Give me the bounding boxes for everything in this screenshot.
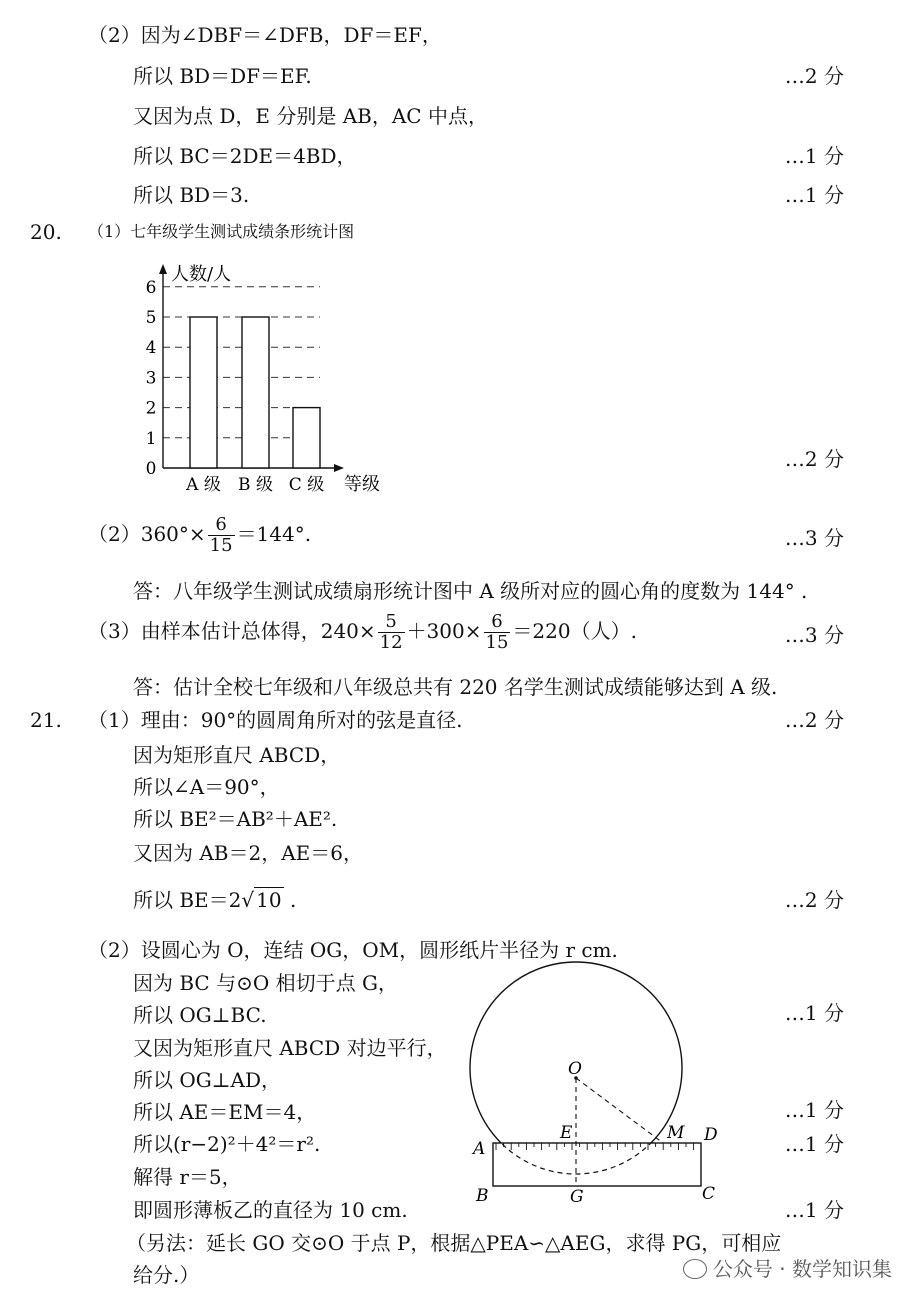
q20-part3-post: ＝220（人）. <box>512 619 637 643</box>
bar-3 <box>293 408 320 468</box>
q21-part2-score-9: …1 分 <box>784 1198 844 1222</box>
q19-line-1: （2）因为∠DBF＝∠DFB，DF＝EF， <box>88 23 442 47</box>
q20-score-1: …2 分 <box>784 447 844 471</box>
q21-part2-line-5: 所以 OG⊥AD， <box>133 1068 282 1092</box>
y-tick-label-0: 0 <box>145 459 157 479</box>
label-o: O <box>568 1059 582 1079</box>
q20-part2-frac-den: 15 <box>209 535 233 556</box>
q20-part2-post: ＝144°. <box>236 522 312 546</box>
q21-line-6-pre: 所以 BE＝2 <box>133 888 242 912</box>
q20-part3-fraction-2 <box>484 612 511 653</box>
category-label-1: A 级 <box>186 475 221 495</box>
q21-part2-line-2: 因为 BC 与⊙O 相切于点 G， <box>133 971 398 995</box>
q19-line-3: 又因为点 D，E 分别是 AB，AC 中点， <box>133 104 488 128</box>
label-c: C <box>702 1184 716 1204</box>
q21-part2-line-6: 所以 AE＝EM＝4， <box>133 1100 317 1124</box>
q21-part2-line-7: 所以(r−2)²＋4²＝r². <box>133 1132 321 1156</box>
y-axis-arrow <box>159 264 167 274</box>
q19-line-5: 所以 BD＝3. <box>133 183 250 207</box>
q20-part2-frac-num: 6 <box>208 515 235 536</box>
q21-line-4: 所以 BE²＝AB²＋AE². <box>133 807 338 831</box>
q21-line-1: （1）理由：90°的圆周角所对的弦是直径. <box>88 708 463 732</box>
q19-score-5: …1 分 <box>784 183 844 207</box>
sqrt-sign: √ <box>241 888 255 912</box>
category-label-2: B 级 <box>238 475 273 495</box>
q21-line-2: 因为矩形直尺 ABCD， <box>133 743 341 767</box>
q21-line-3: 所以∠A＝90°， <box>133 775 280 799</box>
circle-ruler-figure <box>460 960 730 1205</box>
q21-part2-line-4: 又因为矩形直尺 ABCD 对边平行， <box>133 1036 447 1060</box>
q21-score-6: …2 分 <box>784 888 844 912</box>
label-b: B <box>476 1186 489 1205</box>
q21-number: 21. <box>30 708 62 732</box>
label-d: D <box>704 1125 718 1145</box>
wechat-icon <box>683 1259 707 1279</box>
q21-score-1: …2 分 <box>784 708 844 732</box>
q19-line-4: 所以 BC＝2DE＝4BD， <box>133 144 357 168</box>
q21-part2-line-1: （2）设圆心为 O，连结 OG，OM，圆形纸片半径为 r cm. <box>88 938 618 962</box>
q20-part2-pre: （2）360°× <box>88 522 206 546</box>
y-tick-label-4: 4 <box>145 338 157 359</box>
ruler-ticks <box>496 1143 694 1150</box>
q21-part2-score-3: …1 分 <box>784 1001 844 1025</box>
q20-number: 20. <box>30 220 62 244</box>
q21-line-5: 又因为 AB＝2，AE＝6， <box>133 841 363 865</box>
label-a: A <box>473 1139 486 1159</box>
q21-line-6-post: . <box>283 888 297 912</box>
q20-part3-frac1-den: 12 <box>379 632 403 653</box>
q19-score-4: …1 分 <box>784 144 844 168</box>
q21-line-6 <box>133 887 296 913</box>
q20-part1-title: （1）七年级学生测试成绩条形统计图 <box>88 222 355 241</box>
q20-part2 <box>88 515 311 556</box>
q20-part2-fraction <box>208 515 235 556</box>
bar-chart <box>130 258 400 498</box>
q20-part3-fraction-1 <box>378 612 405 653</box>
label-g: G <box>570 1187 584 1205</box>
bar-2 <box>242 317 269 468</box>
q20-score-3: …3 分 <box>784 623 844 647</box>
y-tick-label-3: 3 <box>145 368 157 389</box>
y-axis-label: 人数/人 <box>171 264 232 285</box>
q20-answer-3: 答：估计全校七年级和八年级总共有 220 名学生测试成绩能够达到 A 级. <box>133 675 778 699</box>
q20-score-2: …3 分 <box>784 526 844 550</box>
q20-part3-frac2-num: 6 <box>484 612 511 633</box>
y-tick-label-6: 6 <box>145 277 157 298</box>
segment-om <box>576 1078 663 1143</box>
y-tick-label-5: 5 <box>145 308 157 328</box>
category-label-3: C 级 <box>288 475 325 495</box>
q21-part2-score-7: …1 分 <box>784 1132 844 1156</box>
label-m: M <box>667 1123 685 1143</box>
q21-part2-line-8: 解得 r＝5， <box>133 1165 242 1189</box>
q21-alt-line-1: （另法：延长 GO 交⊙O 于点 P，根据△PEA∽△AEG，求得 PG，可相应 <box>126 1231 782 1255</box>
y-tick-label-1: 1 <box>145 428 157 449</box>
bar-1 <box>190 317 217 468</box>
q21-part2-line-9: 即圆形薄板乙的直径为 10 cm. <box>133 1198 408 1222</box>
ruler-rect <box>493 1143 701 1186</box>
q21-part2-score-6: …1 分 <box>784 1098 844 1122</box>
q19-score-2: …2 分 <box>784 64 844 88</box>
q21-part2-line-3: 所以 OG⊥BC. <box>133 1003 267 1027</box>
q21-alt-line-2: 给分.） <box>133 1263 200 1287</box>
label-e: E <box>560 1123 573 1143</box>
q20-part3 <box>88 612 637 653</box>
q19-line-2: 所以 BD＝DF＝EF. <box>133 64 312 88</box>
q20-part3-mid: ＋300× <box>406 619 482 643</box>
q20-part3-frac1-num: 5 <box>378 612 405 633</box>
q20-part3-frac2-den: 15 <box>485 632 509 653</box>
watermark-text: 公众号 · 数学知识集 <box>712 1257 892 1281</box>
y-tick-label-2: 2 <box>145 398 157 419</box>
x-axis-arrow <box>334 464 344 472</box>
watermark <box>683 1253 892 1282</box>
x-axis-label: 等级 <box>344 474 380 495</box>
q20-answer-2: 答：八年级学生测试成绩扇形统计图中 A 级所对应的圆心角的度数为 144° . <box>133 579 808 603</box>
q21-line-6-radicand: 10 <box>256 888 282 912</box>
q20-part3-pre: （3）由样本估计总体得，240× <box>88 619 376 643</box>
